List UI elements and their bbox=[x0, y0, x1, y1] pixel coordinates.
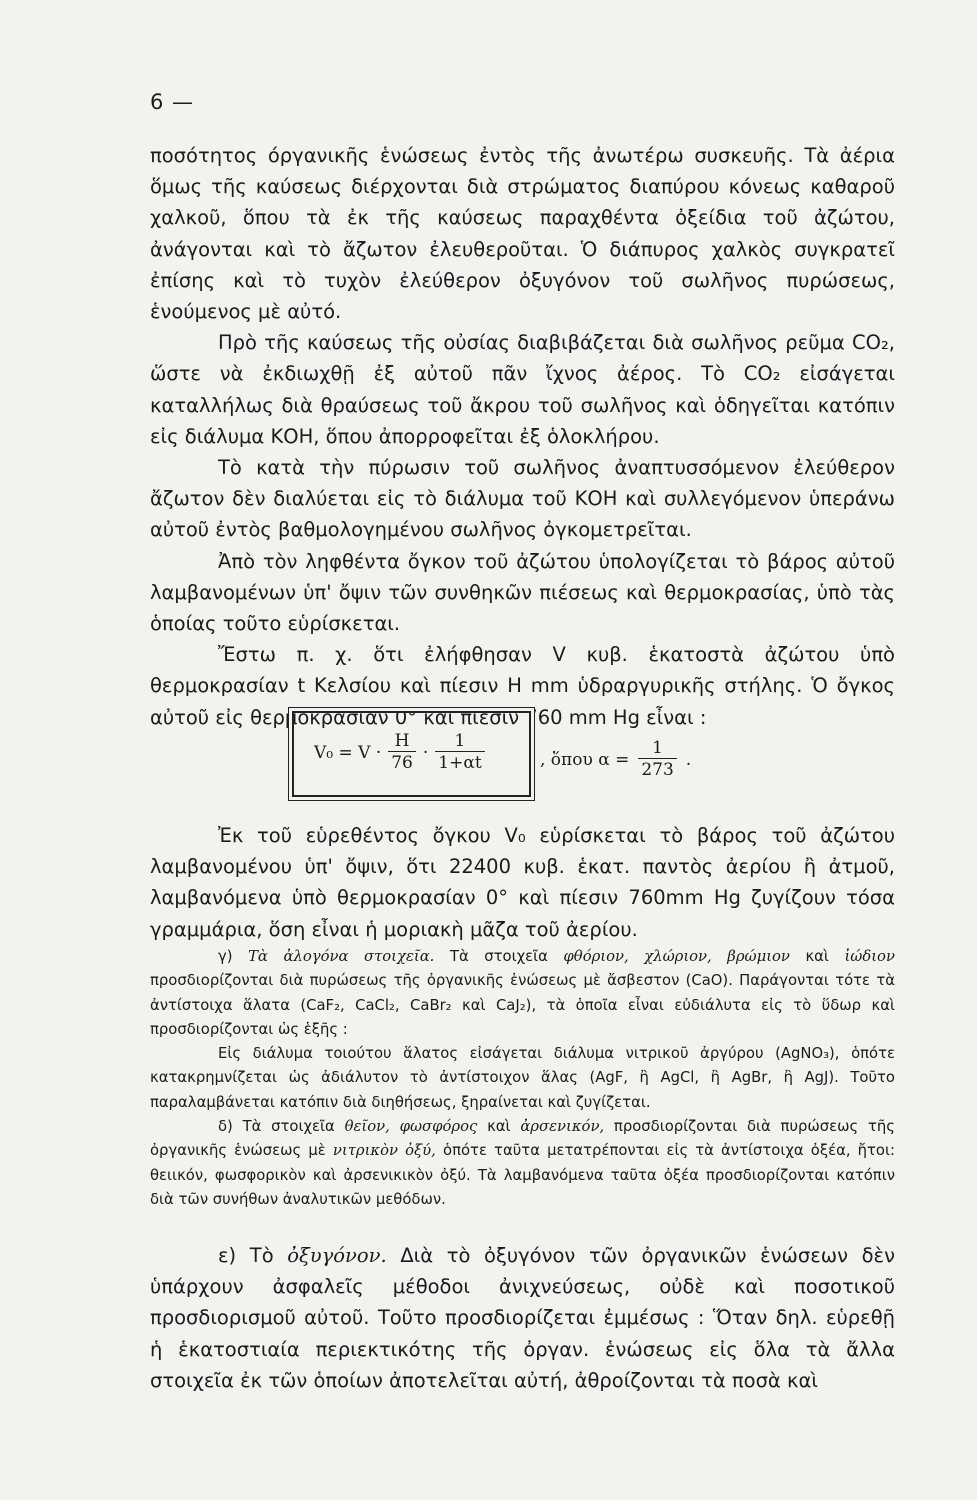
epsilon-text: Διὰ τὸ ὀξυγόνον τῶν ὀργανικῶν ἑνώσεων δὲν ὑπάρχουν ἀσφαλεῖς μέθοδοι ἀνιχνεύσεως, οὐδὲ καὶ ποσοτικοῦ προσδιορισμοῦ αὐτοῦ. Τοῦτο προσδιορίζεται ἐμμέσως : Ὅταν δηλ. εὑρεθῇ ἡ ἑκατοστιαία περιεκτικότης τῆς ὀργαν. ἑνώσεως εἰς ὅλα τὰ ἄλλα στοιχεῖα ἐκ τῶν ὁποίων ἀποτελεῖται αὐτή, ἀθροίζονται τὰ ποσὰ καὶ bbox=[150, 1244, 895, 1392]
paragraph-1: ποσότητος όργανικῆς ἑνώσεως ἐντὸς τῆς ἀνωτέρω συσκευῆς. Τὰ ἀέρια ὅμως τῆς καύσεως διέρχονται διὰ στρώματος διαπύρου κόνεως καθαροῦ χαλκοῦ, ὅπου τὰ ἐκ τῆς καύσεως παραχθέντα ὀξείδια τοῦ ἀζώτου, ἀνάγονται καὶ τὸ ἄζωτον ἐλευθεροῦται. Ὁ διάπυρος χαλκὸς συγκρατεῖ ἐπίσης καὶ τὸ τυχὸν ἐλεύθερον ὀξυγόνον τοῦ σωλῆνος πυρώσεως, ἑνούμενος μὲ αὐτό. bbox=[150, 144, 895, 324]
formula-end: . bbox=[685, 749, 692, 770]
delta-marker: δ) bbox=[218, 1118, 233, 1136]
delta-text-b: προσδιορίζονται διὰ πυρώσεως τῆς ὀργανικῆς ἑνώσεως μὲ bbox=[150, 1118, 895, 1160]
alpha-definition bbox=[540, 738, 691, 781]
formula-dot: · bbox=[422, 742, 429, 763]
alpha-denominator: 273 bbox=[638, 758, 676, 781]
gamma-marker: γ) bbox=[218, 948, 233, 965]
delta-text-a: Τὰ στοιχεῖα bbox=[242, 1118, 335, 1136]
paragraph-3: Τὸ κατὰ τὴν πύρωσιν τοῦ σωλῆνος ἀναπτυσσόμενον ἐλεύθερον ἄζωτον δὲν διαλύεται εἰς τὸ διάλυμα τοῦ ΚΟΗ καὶ συλλεγόμενον ὑπεράνω αὐτοῦ ἐντὸς βαθμολογημένου σωλῆνος ὀγκομετρεῖται. bbox=[150, 456, 895, 542]
pressure-denominator: 76 bbox=[388, 751, 416, 774]
temperature-denominator: 1+αt bbox=[435, 751, 484, 774]
section-gamma-para2: Εἰς διάλυμα τοιούτου ἅλατος εἰσάγεται διάλυμα νιτρικοῦ ἀργύρου (AgNO₃), ὁπότε κατακρημνίζεται ὡς ἀδιάλυτον τὸ ἀντίστοιχον ἅλας (AgF, ἢ AgCl, ἢ AgBr, ἢ AgJ). Τοῦτο παραλαμβάνεται κατόπιν διὰ διηθήσεως, ξηραίνεται καὶ ζυγίζεται. bbox=[150, 1045, 895, 1111]
paragraph-2: Πρὸ τῆς καύσεως τῆς οὐσίας διαβιβάζεται διὰ σωλῆνος ρεῦμα CO₂, ὥστε νὰ ἐκδιωχθῇ ἐξ αὐτοῦ πᾶν ἴχνος ἀέρος. Τὸ CO₂ εἰσάγεται καταλλήλως διὰ θραύσεως τοῦ ἄκρου τοῦ σωλῆνος καὶ ὁδηγεῖται κατόπιν εἰς διάλυμα ΚΟΗ, ὅπου ἀπορροφεῖται ἐξ ὁλοκλήρου. bbox=[150, 331, 895, 448]
paragraph-6: Ἐκ τοῦ εὑρεθέντος ὄγκου V₀ εὑρίσκεται τὸ βάρος τοῦ ἀζώτου λαμβανομένου ὑπ' ὄψιν, ὅτι 22400 κυβ. ἑκατ. παντὸς ἀερίου ἢ ἀτμοῦ, λαμβανόμενα ὑπὸ θερμοκρασίαν 0° καὶ πίεσιν 760mm Hg ζυγίζουν τόσα γραμμάρια, ὅση εἶναι ἡ μοριακὴ μᾶζα τοῦ ἀερίου. bbox=[150, 824, 895, 941]
section-delta bbox=[150, 1115, 895, 1212]
gamma-title: Τὰ ἀλογόνα στοιχεῖα. bbox=[248, 948, 435, 965]
delta-and: καὶ bbox=[487, 1118, 511, 1136]
delta-arsenic: ἀρσενικόν, bbox=[520, 1118, 605, 1136]
temperature-numerator: 1 bbox=[454, 731, 466, 751]
bottom-text-block bbox=[150, 1240, 895, 1396]
formula-box bbox=[292, 711, 531, 797]
pressure-fraction bbox=[388, 731, 416, 774]
alpha-fraction bbox=[638, 738, 676, 781]
delta-acid: νιτρικὸν ὀξύ, bbox=[332, 1142, 436, 1160]
gamma-text-a: Τὰ στοιχεῖα bbox=[449, 948, 548, 965]
formula-area bbox=[150, 703, 895, 798]
gamma-elements: φθόριον, χλώριον, βρώμιον bbox=[563, 948, 790, 965]
alpha-numerator: 1 bbox=[652, 738, 663, 758]
gamma-and: καὶ bbox=[805, 948, 829, 965]
section-epsilon bbox=[150, 1240, 895, 1396]
lower-text-block bbox=[150, 820, 895, 945]
section-gamma bbox=[150, 945, 895, 1042]
delta-elements: θεῖον, φωσφόρος bbox=[344, 1118, 478, 1136]
temperature-fraction bbox=[435, 731, 484, 774]
paragraph-5: Ἔστω π. χ. ὅτι ἐλήφθησαν V κυβ. ἑκατοστὰ ἀζώτου ὑπὸ θερμοκρασίαν t Κελσίου καὶ πίεσιν H mm ὑδραργυρικῆς στήλης. Ὁ ὄγκος αὐτοῦ εἰς θερμοκρασίαν 0° καὶ πίεσιν 760 mm Hg εἶναι : bbox=[150, 643, 895, 729]
volume-formula bbox=[314, 731, 488, 774]
epsilon-title: ὀξυγόνον. bbox=[287, 1244, 387, 1267]
small-text-block bbox=[150, 945, 895, 1212]
epsilon-marker: ε) Τὸ bbox=[218, 1244, 274, 1267]
upper-text-block bbox=[150, 140, 895, 733]
paragraph-4: Ἀπὸ τὸν ληφθέντα ὄγκον τοῦ ἀζώτου ὑπολογίζεται τὸ βάρος αὐτοῦ λαμβανομένων ὑπ' ὄψιν τῶν συνθηκῶν πιέσεως καὶ θερμοκρασίας, ὑπὸ τὰς ὁποίας τοῦτο εὑρίσκεται. bbox=[150, 549, 895, 636]
formula-lhs: V₀ = V · bbox=[314, 742, 382, 763]
gamma-iodine: ἰώδιον bbox=[844, 948, 895, 965]
page-number: 6 — bbox=[150, 90, 195, 114]
where-text: , ὅπου α = bbox=[540, 749, 630, 770]
gamma-rest: προσδιορίζονται διὰ πυρώσεως τῆς ὀργανικῆς ἑνώσεως μὲ ἄσβεστον (CaO). Παράγονται τότε τὰ ἀντίστοιχα ἅλατα (CaF₂, CaCl₂, CaBr₂ καὶ CaJ₂), τὰ ὁποῖα εἶναι εὐδιάλυτα εἰς τὸ ὕδωρ καὶ προσδιορίζονται ὡς ἑξῆς : bbox=[150, 972, 895, 1038]
delta-rest: ὁπότε ταῦτα μετατρέπονται εἰς τὰ ἀντίστοιχα ὀξέα, ἤτοι: θειικόν, φωσφορικὸν καὶ ἀρσενικικὸν ὀξύ. Τὰ λαμβανόμενα ταῦτα ὀξέα προσδιορίζονται κατόπιν διὰ τῶν συνήθων ἀναλυτικῶν μεθόδων. bbox=[150, 1142, 895, 1208]
pressure-numerator: H bbox=[394, 731, 410, 751]
